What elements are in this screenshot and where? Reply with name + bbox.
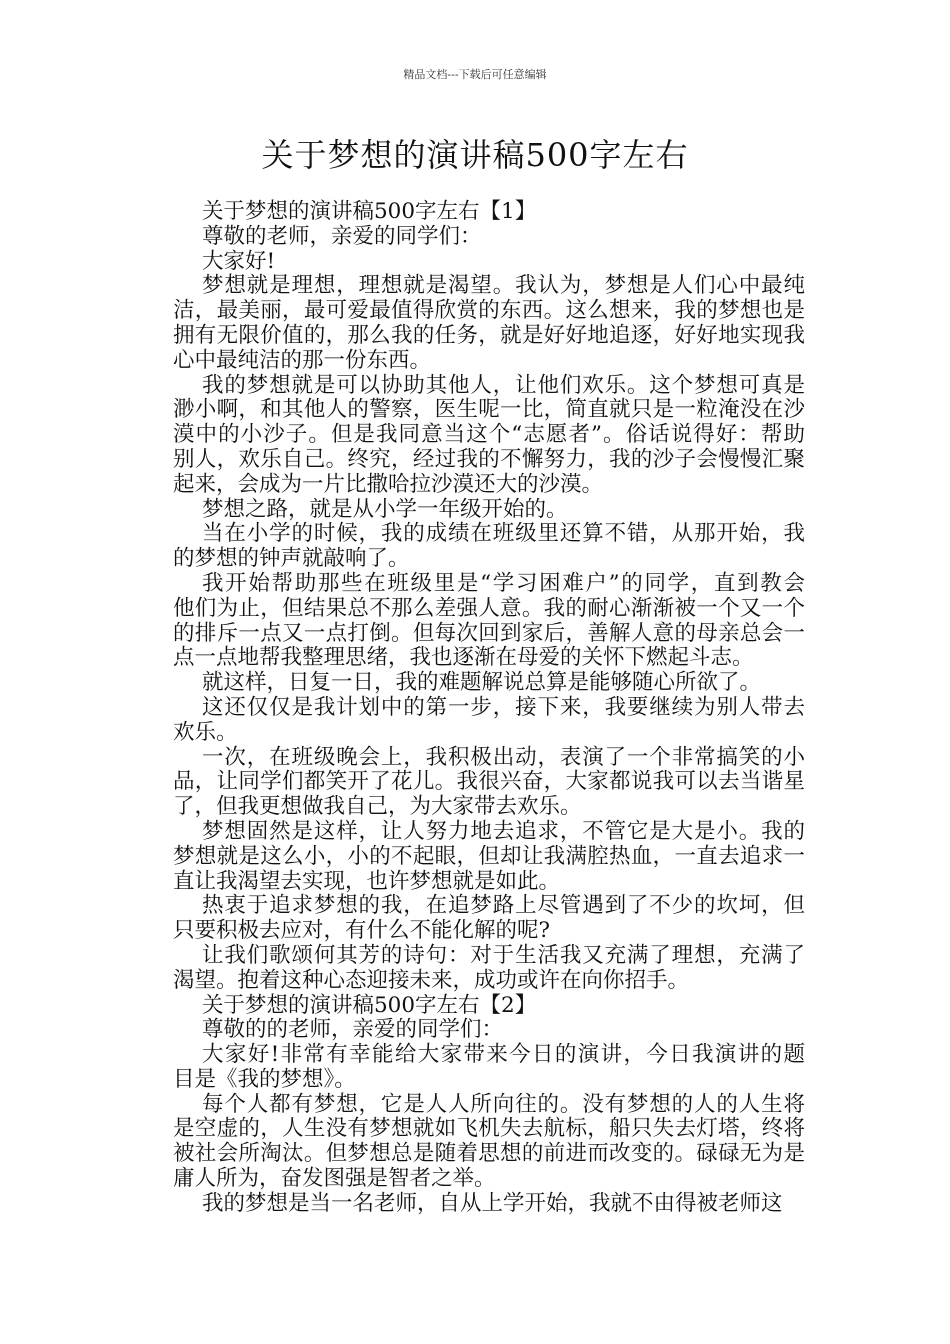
text-line: 目是《我的梦想》。 bbox=[173, 1066, 356, 1092]
paragraph bbox=[173, 1018, 805, 1043]
text-line: 心中最纯洁的那一份东西。 bbox=[173, 347, 432, 373]
paragraph bbox=[173, 572, 805, 671]
text-line: 每个人都有梦想，它是人人所向往的。没有梦想的人的人生将 bbox=[202, 1091, 805, 1117]
text-line: 梦想之路，就是从小学一年级开始的。 bbox=[202, 496, 568, 522]
text-line: 起来，会成为一片比撒哈拉沙漠还大的沙漠。 bbox=[173, 471, 604, 497]
paragraph bbox=[173, 374, 805, 498]
text-line: 他们为止，但结果总不那么差强人意。我的耐心渐渐被一个又一个 bbox=[173, 595, 805, 621]
document-header: 精品文档---下载后可任意编辑 bbox=[403, 68, 547, 81]
text-line: 被社会所淘汰。但梦想总是随着思想的前进而改变的。碌碌无为是 bbox=[173, 1141, 805, 1167]
text-line: 了，但我更想做我自己，为大家带去欢乐。 bbox=[173, 794, 582, 820]
text-line: 梦想就是这么小，小的不起眼，但却让我满腔热血，一直去追求一 bbox=[173, 843, 805, 869]
text-line: 热衷于追求梦想的我，在追梦路上尽管遇到了不少的坎坷，但 bbox=[202, 893, 805, 919]
paragraph bbox=[173, 250, 805, 275]
text-line: 洁，最美丽，最可爱最值得欣赏的东西。这么想来，我的梦想也是 bbox=[173, 298, 805, 324]
text-line: 这还仅仅是我计划中的第一步，接下来，我要继续为别人带去 bbox=[202, 694, 805, 720]
paragraph bbox=[173, 200, 805, 225]
text-line: 我的梦想就是可以协助其他人，让他们欢乐。这个梦想可真是 bbox=[202, 372, 805, 398]
text-line: 梦想就是理想，理想就是渴望。我认为，梦想是人们心中最纯 bbox=[202, 273, 805, 299]
text-line: 漠中的小沙子。但是我同意当这个“志愿者”。俗话说得好：帮助 bbox=[173, 422, 805, 448]
text-line: 庸人所为，奋发图强是智者之举。 bbox=[173, 1166, 496, 1192]
text-line: 别人，欢乐自己。终究，经过我的不懈努力，我的沙子会慢慢汇聚 bbox=[173, 446, 805, 472]
text-line: 的排斥一点又一点打倒。但每次回到家后，善解人意的母亲总会一 bbox=[173, 620, 805, 646]
text-line: 品，让同学们都笑开了花儿。我很兴奋，大家都说我可以去当谐星 bbox=[173, 769, 805, 795]
text-line: 点一点地帮我整理思绪，我也逐渐在母爱的关怀下燃起斗志。 bbox=[173, 645, 754, 671]
paragraph bbox=[173, 522, 805, 572]
text-line: 直让我渴望去实现，也许梦想就是如此。 bbox=[173, 868, 561, 894]
text-line: 关于梦想的演讲稿500字左右【1】 bbox=[202, 199, 537, 224]
paragraph bbox=[173, 994, 805, 1019]
text-line: 梦想固然是这样，让人努力地去追求，不管它是大是小。我的 bbox=[202, 818, 805, 844]
text-line: 尊敬的的老师，亲爱的同学们： bbox=[202, 1017, 504, 1043]
text-line: 大家好! bbox=[202, 248, 276, 274]
document-body bbox=[173, 200, 805, 1217]
paragraph bbox=[173, 671, 805, 696]
text-line: 我开始帮助那些在班级里是“学习困难户”的同学，直到教会 bbox=[202, 570, 805, 596]
text-line: 只要积极去应对，有什么不能化解的呢? bbox=[173, 918, 551, 944]
paragraph bbox=[173, 944, 805, 994]
paragraph bbox=[173, 498, 805, 523]
text-line: 一次，在班级晚会上，我积极出动，表演了一个非常搞笑的小 bbox=[202, 744, 805, 770]
paragraph bbox=[173, 746, 805, 820]
text-line: 就这样，日复一日，我的难题解说总算是能够随心所欲了。 bbox=[202, 670, 762, 696]
paragraph bbox=[173, 894, 805, 944]
paragraph bbox=[173, 225, 805, 250]
text-line: 大家好!非常有幸能给大家带来今日的演讲，今日我演讲的题 bbox=[202, 1042, 805, 1068]
text-line: 我的梦想是当一名老师，自从上学开始，我就不由得被老师这 bbox=[202, 1190, 783, 1216]
text-line: 尊敬的老师，亲爱的同学们： bbox=[202, 223, 482, 249]
text-line: 当在小学的时候，我的成绩在班级里还算不错，从那开始，我 bbox=[202, 521, 805, 547]
text-line: 渴望。抱着这种心态迎接未来，成功或许在向你招手。 bbox=[173, 967, 690, 993]
paragraph bbox=[173, 274, 805, 373]
text-line: 让我们歌颂何其芳的诗句：对于生活我又充满了理想，充满了 bbox=[202, 942, 805, 968]
paragraph bbox=[173, 1043, 805, 1093]
paragraph bbox=[173, 696, 805, 746]
text-line: 拥有无限价值的，那么我的任务，就是好好地追逐，好好地实现我 bbox=[173, 322, 805, 348]
text-line: 关于梦想的演讲稿500字左右【2】 bbox=[202, 992, 537, 1018]
text-line: 欢乐。 bbox=[173, 719, 238, 745]
text-line: 的梦想的钟声就敲响了。 bbox=[173, 546, 410, 572]
text-line: 是空虚的，人生没有梦想就如飞机失去航标，船只失去灯塔，终将 bbox=[173, 1116, 805, 1142]
paragraph bbox=[173, 1192, 805, 1217]
paragraph bbox=[173, 820, 805, 894]
document-title: 关于梦想的演讲稿500字左右 bbox=[261, 136, 689, 174]
paragraph bbox=[173, 1093, 805, 1192]
text-line: 渺小啊，和其他人的警察，医生呢一比，简直就只是一粒淹没在沙 bbox=[173, 397, 805, 423]
